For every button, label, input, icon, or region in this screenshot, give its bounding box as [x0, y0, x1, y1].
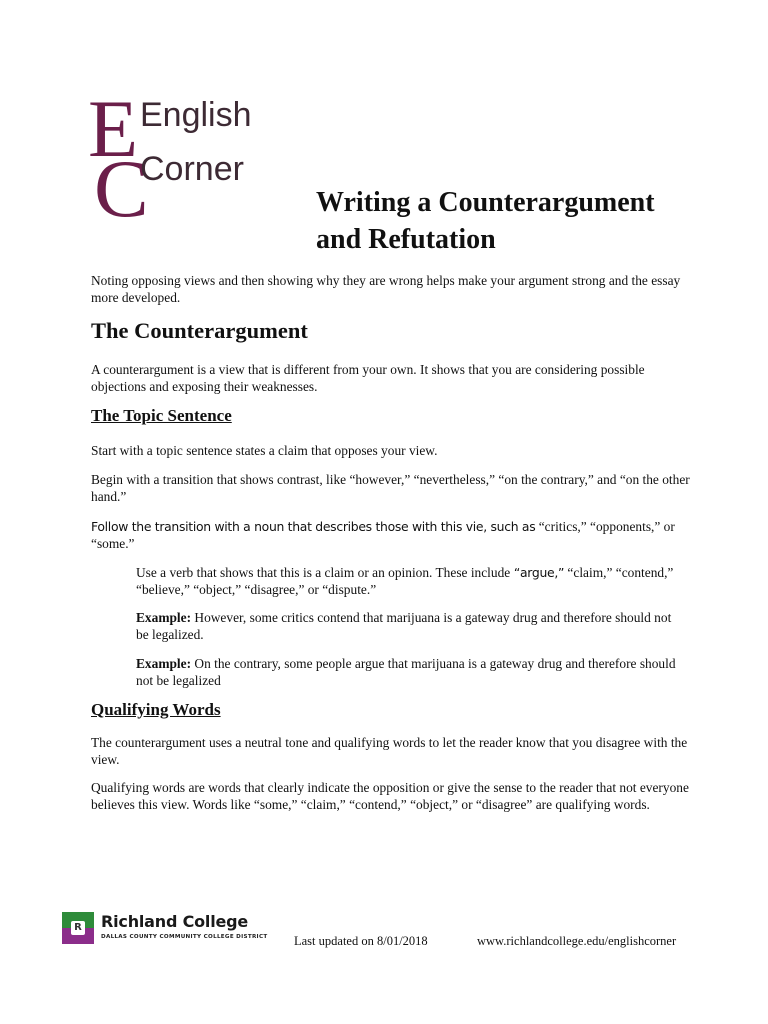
last-updated: Last updated on 8/01/2018 [294, 934, 428, 948]
counterargument-paragraph: A counterargument is a view that is different from your own. It shows that you are considering possible objections and exposing their weaknesses. [91, 362, 645, 394]
title-line2: and Refutation [316, 224, 496, 255]
richland-college-logo [62, 912, 272, 948]
intro-paragraph: Noting opposing views and then showing why they are wrong helps make your argument strong and the essay more developed. [91, 273, 681, 305]
heading-qualifying-words: Qualifying Words [91, 700, 221, 719]
verb-paragraph [136, 564, 676, 598]
topic-paragraph-1: Start with a topic sentence states a claim that opposes your view. [91, 443, 438, 458]
example-1-text: However, some critics contend that marijuana is a gateway drug and therefore should not be legalized. [136, 610, 672, 642]
verb-text-rest: “claim,” “contend,” “believe,” “object,” “disagree,” or “dispute.” [136, 565, 674, 597]
richland-mark-icon: R [62, 912, 94, 944]
qualifying-paragraph-1: The counterargument uses a neutral tone and qualifying words to let the reader know that you disagree with the view. [91, 735, 688, 767]
example-1 [136, 609, 676, 643]
example-2-label: Example: [136, 656, 192, 671]
verb-text-serif: Use a verb that shows that this is a claim or an opinion. These include [136, 565, 511, 580]
qualifying-paragraph-2: Qualifying words are words that clearly indicate the opposition or give the sense to the reader that not everyone believes this view. Words like “some,” “claim,” “contend,” “object,” or “disagree” are qualifying words. [91, 780, 689, 812]
logo-line1: English [140, 96, 252, 134]
svg-text:E: E [88, 88, 139, 174]
college-district: DALLAS COUNTY COMMUNITY COLLEGE DISTRICT [101, 934, 268, 940]
footer-url[interactable]: www.richlandcollege.edu/englishcorner [477, 934, 677, 948]
topic-paragraph-3-sans: Follow the transition with a noun that describes those with this vie, such as [91, 519, 536, 534]
document-title [316, 184, 736, 258]
topic-paragraph-3 [91, 518, 691, 552]
college-name: Richland College [101, 912, 249, 931]
logo-line2: Corner [140, 150, 244, 188]
title-line1: Writing a Counterargument [316, 187, 655, 218]
svg-text:C: C [94, 143, 149, 220]
heading-topic-sentence: The Topic Sentence [91, 406, 232, 425]
verb-text-sans: “argue,” [510, 565, 565, 580]
heading-counterargument: The Counterargument [91, 318, 308, 343]
example-2-text: On the contrary, some people argue that marijuana is a gateway drug and therefore should not be legalized [136, 656, 676, 688]
topic-paragraph-3-serif: “critics,” “opponents,” or “some.” [91, 519, 675, 551]
english-corner-logo [88, 88, 252, 220]
topic-paragraph-2: Begin with a transition that shows contrast, like “however,” “nevertheless,” “on the contrary,” and “on the other hand.” [91, 472, 690, 504]
example-2 [136, 655, 676, 689]
example-1-label: Example: [136, 610, 192, 625]
